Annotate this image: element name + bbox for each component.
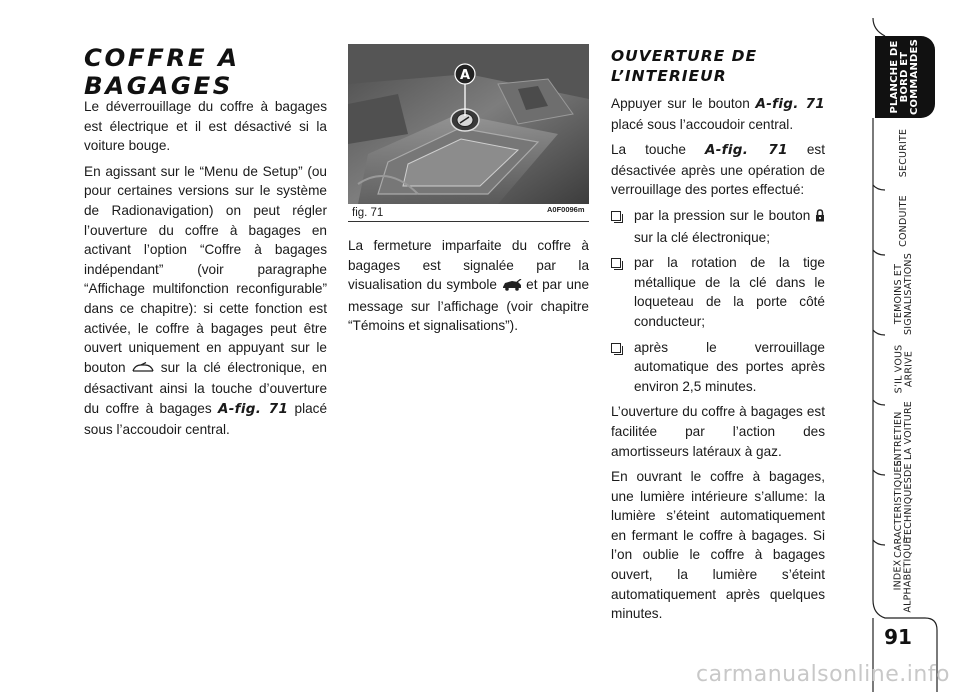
tab-securite[interactable] (875, 122, 933, 184)
checkbox-bullet-icon (611, 211, 621, 221)
left-column-text (84, 97, 327, 445)
subsection-title-line-1: OUVERTURE DE (611, 47, 758, 65)
tab-conduite[interactable] (875, 192, 933, 250)
right-column-text (611, 94, 825, 630)
tab-label: ENTRETIEN DE LA VOITURE (893, 400, 914, 477)
figure-reference: A-fig. 71 (218, 400, 289, 417)
tab-index[interactable] (875, 537, 933, 613)
tab-label: SECURITE (898, 128, 909, 178)
figure-callout-a: A (459, 68, 471, 83)
watermark: carmanualsonline.info (696, 662, 950, 687)
right-paragraph-1 (611, 94, 825, 134)
figure-71-image (348, 44, 589, 204)
tab-sil-vous-arrive[interactable] (875, 338, 933, 400)
tab-caracteristiques[interactable] (875, 460, 933, 558)
figure-reference: A-fig. 71 (705, 142, 788, 159)
tab-label: S’IL VOUS ARRIVE (892, 344, 914, 394)
car-trunk-warning-icon (502, 277, 522, 297)
list-item (611, 253, 825, 331)
figure-caption: fig. 71 (352, 207, 384, 219)
right-paragraph-3: L’ouverture du coffre à bagages est facilitée par l’action des amortisseurs latéraux à gaz. (611, 404, 825, 459)
middle-column-text (348, 236, 589, 342)
section-title: COFFRE A BAGAGES (84, 44, 240, 100)
bullet-3-text: après le verrouillage automatique des portes après environ 2,5 minutes. (634, 339, 825, 394)
right-paragraph-2 (611, 140, 825, 200)
lock-conditions-list (611, 206, 825, 396)
list-item (611, 338, 825, 397)
tab-temoins[interactable] (875, 253, 933, 335)
list-item (611, 206, 825, 247)
figure-code: A0F0096m (547, 205, 585, 214)
chapter-tabs (865, 0, 960, 692)
right-paragraph-2-part-b: est désactivée après une opération de verrouillage des portes effectué: (611, 142, 826, 198)
left-paragraph-2-part-c: placé sous l’accoudoir central. (84, 400, 328, 437)
right-paragraph-1-part-a: Appuyer sur le bouton (611, 96, 750, 111)
right-paragraph-1-part-b: placé sous l’accoudoir central. (611, 116, 794, 132)
checkbox-bullet-icon (611, 258, 621, 268)
bullet-1-part-b: sur la clé électronique; (634, 229, 771, 245)
tab-label: TEMOINS ET SIGNALISATIONS (893, 253, 915, 335)
subsection-title (611, 46, 825, 86)
left-paragraph-2-part-b: sur la clé électronique, en désactivant ainsi la touche d’ouverture du coffre à bagages (84, 359, 327, 416)
page-number: 91 (884, 625, 912, 649)
trunk-open-icon (132, 360, 154, 380)
left-paragraph-2-part-a: En agissant sur le “Menu de Setup” (ou pour certaines versions sur le système de Radionavigation) on peut régler l’ouverture du coffre à bagages en activant l’option “Coffre à bagages indépendant” (voir paragraphe “Affichage multifonction reconfigurable” dans ce chapitre): si cette fonction est activée, le coffre à bagages peut être ouvert uniquement en appuyant sur le bouton (84, 163, 327, 375)
middle-paragraph-1-part-a: La fermeture imparfaite du coffre à bagages est signalée par la visualisation du symbole (348, 238, 589, 293)
tab-label: PLANCHE DE BORD ET COMMANDES (889, 39, 920, 115)
bullet-1-part-a: par la pression sur le bouton (634, 207, 811, 223)
middle-paragraph-1 (348, 236, 589, 336)
right-paragraph-2-part-a: La touche (611, 142, 686, 158)
tab-label: CONDUITE (897, 195, 909, 247)
right-paragraph-4: En ouvrant le coffre à bagages, une lumière intérieure s’allume: la lumière s’éteint automatiquement en fermant le coffre à bagages. Si l’on oublie le coffre à bagages ouvert, la lumière s’éteint automatiquement après quelques minutes. (611, 469, 825, 622)
left-paragraph-1: Le déverrouillage du coffre à bagages est électrique et il est désactivé si la voiture bouge. (84, 99, 327, 154)
tab-label: CARACTERISTIQUES TECHNIQUES (893, 460, 915, 558)
figure-rule (348, 221, 589, 222)
subsection-title-line-2: L’INTERIEUR (611, 67, 727, 85)
figure-reference: A-fig. 71 (755, 96, 825, 112)
middle-paragraph-1-part-b: et par une message sur l’affichage (voir chapitre “Témoins et signalisations”). (348, 277, 589, 334)
left-paragraph-2 (84, 162, 327, 439)
bullet-2-text: par la rotation de la tige métallique de la clé dans le loqueteau de la porte côté conducteur; (634, 255, 825, 329)
padlock-icon (815, 208, 825, 228)
tab-planche-de-bord[interactable] (875, 36, 935, 118)
checkbox-bullet-icon (611, 343, 621, 353)
tab-label: INDEX ALPHABETIQUE (893, 537, 914, 613)
